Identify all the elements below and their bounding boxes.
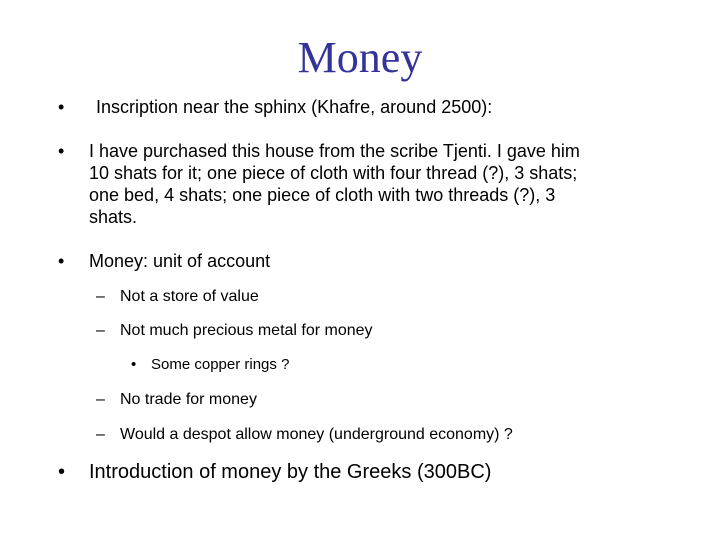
sub-bullet-text-store-of-value: Not a store of value	[120, 288, 259, 305]
bullet-marker: •	[58, 97, 65, 117]
bullet-marker: •	[58, 141, 65, 161]
bullet-text-inscription: Inscription near the sphinx (Khafre, around 2500):	[96, 97, 493, 117]
sub-bullet-text-precious-metal: Not much precious metal for money	[120, 322, 373, 339]
sub-bullet-marker: –	[96, 288, 105, 305]
bullet-marker: •	[58, 461, 66, 483]
bullet-line: I have purchased this house from the scribe Tjenti. I gave him	[89, 141, 580, 161]
sub-sub-bullet-text-copper-rings: Some copper rings ?	[151, 356, 290, 373]
sub-bullet-marker: –	[96, 391, 105, 408]
sub-bullet-text-despot: Would a despot allow money (underground economy) ?	[120, 426, 513, 443]
bullet-text-unit-of-account: Money: unit of account	[89, 251, 271, 271]
bullet-text-greeks: Introduction of money by the Greeks (300BC)	[89, 461, 492, 483]
sub-bullet-marker: –	[96, 426, 105, 443]
bullet-line: one bed, 4 shats; one piece of cloth with two threads (?), 3	[89, 185, 556, 205]
sub-bullet-marker: –	[96, 322, 105, 339]
slide-title: Money	[297, 33, 423, 82]
sub-bullet-text-no-trade: No trade for money	[120, 391, 257, 408]
bullet-line: 10 shats for it; one piece of cloth with four thread (?), 3 shats;	[89, 163, 578, 183]
sub-sub-bullet-marker: •	[131, 356, 137, 373]
bullet-text-purchase	[89, 140, 689, 228]
bullet-marker: •	[58, 251, 65, 271]
bullet-line: shats.	[89, 207, 138, 227]
